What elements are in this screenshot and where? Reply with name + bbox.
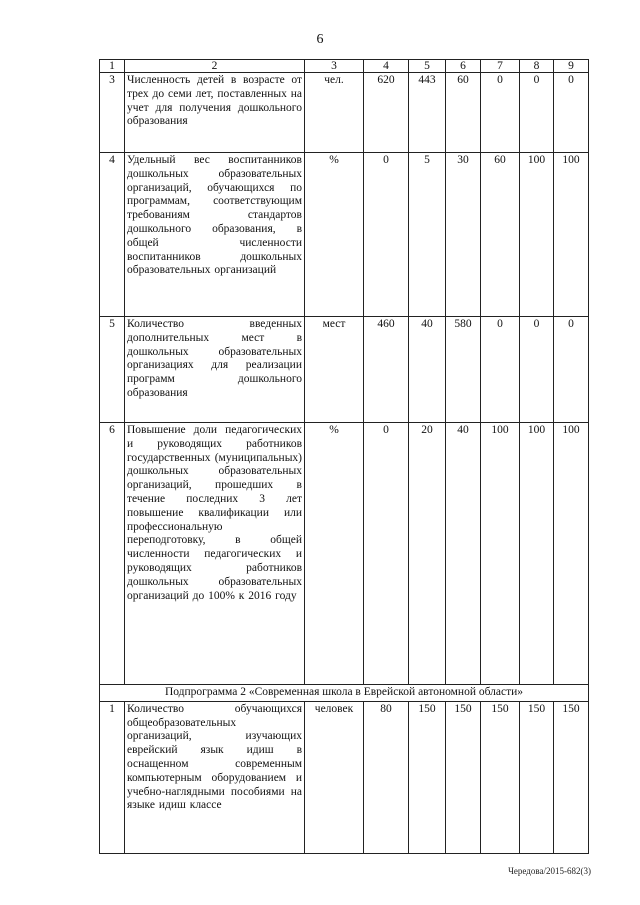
value-cell: 5 [409, 153, 446, 317]
value-cell: 40 [409, 317, 446, 423]
value-cell: 150 [520, 701, 554, 853]
value-cell: 0 [481, 317, 520, 423]
value-cell: 150 [481, 701, 520, 853]
column-number: 5 [409, 60, 446, 73]
column-number: 9 [554, 60, 589, 73]
row-number: 4 [100, 153, 125, 317]
indicator-name: Количество введенных дополнительных мест в дошкольных образовательных организациях для реализации программ дошкольного образования [125, 317, 305, 423]
column-number: 4 [364, 60, 409, 73]
indicator-name: Количество обучающихся общеобразовательных организаций, изучающих еврейский язык идиш в оснащенном современным компьютерным оборудованием и учебно-наглядными пособиями на языке идиш классе [125, 701, 305, 853]
column-number: 1 [100, 60, 125, 73]
column-number: 2 [125, 60, 305, 73]
value-cell: 40 [446, 423, 481, 685]
subprogram-heading-row [100, 685, 589, 702]
table-row [100, 317, 589, 423]
value-cell: 0 [364, 423, 409, 685]
row-number: 1 [100, 701, 125, 853]
value-cell: 0 [364, 153, 409, 317]
value-cell: 100 [554, 153, 589, 317]
subprogram-title: Подпрограмма 2 «Современная школа в Еврейской автономной области» [100, 685, 589, 702]
table-row [100, 73, 589, 153]
column-number: 6 [446, 60, 481, 73]
unit-cell: чел. [305, 73, 364, 153]
indicator-name: Удельный вес воспитанников дошкольных образовательных организаций, обучающихся по программам, соответствующим требованиям стандартов дошкольного образования, в общей численности воспитанников дошкольных образовательных организаций [125, 153, 305, 317]
value-cell: 60 [446, 73, 481, 153]
column-numbers-row [100, 60, 589, 73]
value-cell: 0 [554, 317, 589, 423]
value-cell: 100 [554, 423, 589, 685]
value-cell: 580 [446, 317, 481, 423]
value-cell: 150 [446, 701, 481, 853]
unit-cell: человек [305, 701, 364, 853]
value-cell: 620 [364, 73, 409, 153]
column-number: 8 [520, 60, 554, 73]
value-cell: 100 [481, 423, 520, 685]
column-number: 3 [305, 60, 364, 73]
value-cell: 30 [446, 153, 481, 317]
value-cell: 443 [409, 73, 446, 153]
row-number: 6 [100, 423, 125, 685]
value-cell: 100 [520, 423, 554, 685]
value-cell: 60 [481, 153, 520, 317]
value-cell: 0 [520, 317, 554, 423]
table-row [100, 423, 589, 685]
row-number: 5 [100, 317, 125, 423]
indicators-table [99, 59, 589, 854]
column-number: 7 [481, 60, 520, 73]
value-cell: 460 [364, 317, 409, 423]
indicator-name: Повышение доли педагогических и руководящих работников государственных (муниципальных) дошкольных образовательных организаций, прошедших в течение последних 3 лет повышение квалификации или профессиональную переподготовку, в общей численности педагогических и руководящих работников дошкольных образовательных организаций до 100% к 2016 году [125, 423, 305, 685]
value-cell: 80 [364, 701, 409, 853]
document-code: Чередова/2015-682(3) [508, 866, 591, 876]
row-number: 3 [100, 73, 125, 153]
table-row [100, 701, 589, 853]
page-number: 6 [316, 32, 324, 47]
value-cell: 150 [554, 701, 589, 853]
value-cell: 20 [409, 423, 446, 685]
value-cell: 100 [520, 153, 554, 317]
value-cell: 150 [409, 701, 446, 853]
value-cell: 0 [520, 73, 554, 153]
unit-cell: % [305, 153, 364, 317]
value-cell: 0 [481, 73, 520, 153]
table-row [100, 153, 589, 317]
unit-cell: % [305, 423, 364, 685]
indicator-name: Численность детей в возрасте от трех до семи лет, поставленных на учет для получения дошкольного образования [125, 73, 305, 153]
value-cell: 0 [554, 73, 589, 153]
unit-cell: мест [305, 317, 364, 423]
